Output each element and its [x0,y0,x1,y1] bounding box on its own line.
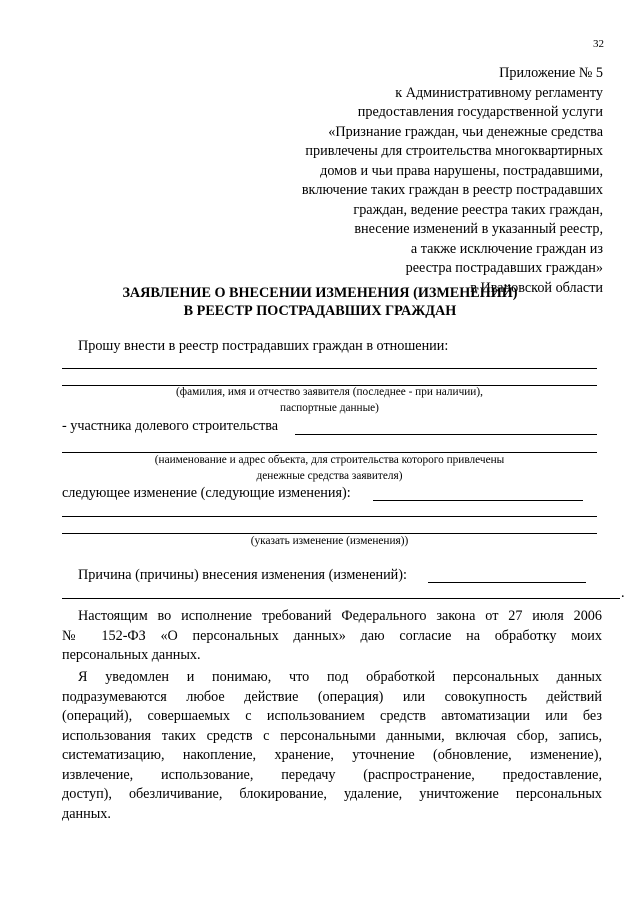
appendix-line: к Административному регламенту [395,84,603,101]
reason-field[interactable] [428,582,586,583]
consent-line: использования таких средств с персональными данными, включая сбор, запись, [62,727,602,744]
consent-line: доступ), обезличивание, блокирование, удаление, уничтожение персональных [62,786,602,802]
applicant-hint-2: паспортные данные) [280,402,379,414]
request-text: Прошу внести в реестр пострадавших граждан в отношении: [78,338,449,354]
consent-line: подразумеваются любое действие (операция) или совокупность действий [62,688,602,705]
participant-label: - участника долевого строительства [62,418,279,434]
consent-paragraph-2 [62,668,602,824]
appendix-line: а также исключение граждан из [410,240,603,257]
consent-line: Настоящим во исполнение требований Федерального закона от 27 июля 2006 [78,608,602,624]
appendix-line: домов и чьи права нарушены, пострадавшими, [320,162,603,179]
reason-label: Причина (причины) внесения изменения (изменений): [78,567,407,583]
consent-paragraph-1 [62,607,602,666]
appendix-line: Приложение № 5 [499,65,603,81]
applicant-hint-1: (фамилия, имя и отчество заявителя (последнее - при наличии), [176,386,483,398]
participant-field[interactable] [295,434,597,435]
title-line-2: В РЕЕСТР ПОСТРАДАВШИХ ГРАЖДАН [183,303,457,319]
applicant-line-1[interactable] [62,368,597,369]
consent-line: Я уведомлен и понимаю, что под обработкой персональных данных [78,669,602,685]
change-label: следующее изменение (следующие изменения): [62,485,351,501]
page-number: 32 [593,38,604,50]
object-hint-2: денежные средства заявителя) [256,470,403,482]
consent-line: извлечение, использование, передачу (распространение, предоставление, [62,766,602,783]
consent-line: систематизацию, накопление, хранение, уточнение (обновление, изменение), [62,747,602,763]
change-line-2[interactable] [62,533,597,534]
appendix-line: внесение изменений в указанный реестр, [354,221,603,237]
appendix-header [273,64,603,298]
appendix-line: предоставления государственной услуги [357,104,603,120]
object-line[interactable] [62,452,597,453]
change-line-1[interactable] [62,516,597,517]
consent-line: (операций), совершаемых с использованием средств автоматизации или без [62,708,602,724]
consent-line: данных. [62,805,111,822]
appendix-line: привлечены для строительства многоквартирных [305,143,603,159]
consent-line: № 152-ФЗ «О персональных данных» даю согласие на обработку моих [62,627,602,644]
appendix-line: «Признание граждан, чьи денежные средства [328,123,603,140]
reason-end: . [621,585,625,601]
appendix-line: граждан, ведение реестра таких граждан, [353,201,603,218]
appendix-line: в Ивановской области [470,279,603,296]
document-title [0,284,640,320]
appendix-line: реестра пострадавших граждан» [405,260,603,276]
change-field[interactable] [373,500,583,501]
title-line-1: ЗАЯВЛЕНИЕ О ВНЕСЕНИИ ИЗМЕНЕНИЯ (ИЗМЕНЕНИЙ) [122,285,518,301]
consent-line: персональных данных. [62,647,201,663]
object-hint-1: (наименование и адрес объекта, для строительства которого привлечены [154,454,505,466]
appendix-line: включение таких граждан в реестр пострадавших [301,182,603,198]
change-hint: (указать изменение (изменения)) [250,535,409,547]
reason-line[interactable] [62,598,620,599]
